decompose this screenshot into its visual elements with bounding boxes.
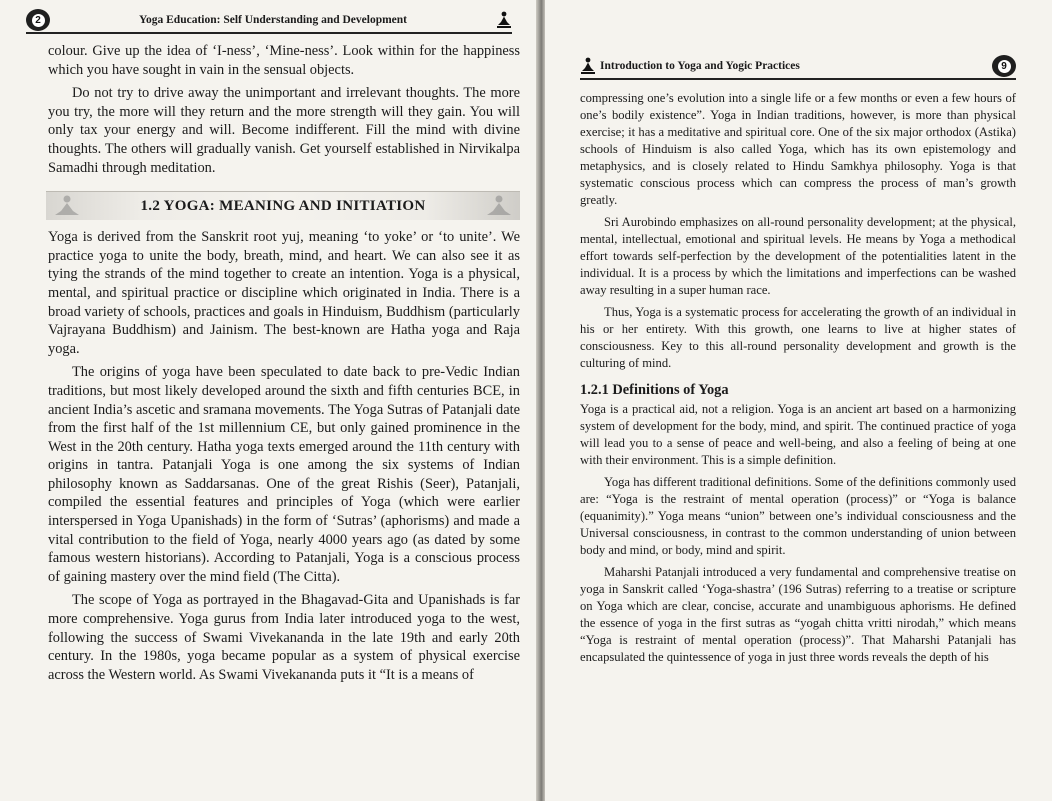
section-banner [46, 191, 520, 220]
left-running-head [26, 8, 512, 34]
left-section-paragraph-3: The scope of Yoga as portrayed in the Bhagavad-Gita and Upanishads is far more comprehensive. Yoga gurus from India later introduced yoga to the west, following the success of Swami Vivekananda in the late 19th and early 20th century. In the 1980s, yoga became popular as a system of physical exercise across the Western world. As Swami Vivekananda puts it “It is a means of [48, 592, 520, 683]
meditating-figure-icon [484, 194, 514, 218]
right-page [545, 0, 1052, 801]
right-running-title: Introduction to Yoga and Yogic Practices [600, 60, 800, 72]
left-intro-paragraph-1: colour. Give up the idea of ‘I-ness’, ‘Mine-ness’. Look within for the happiness which you have sought in vain in the sensual objects. [48, 43, 520, 78]
right-paragraph-4: Yoga is a practical aid, not a religion. Yoga is an ancient art based on a harmonizing system of development for the body, mind, and spirit. The continued practice of yoga will lead you to a sense of peace and well-being, and also a feeling of being at one with their environment. This is a simple definition. [580, 402, 1016, 467]
left-page-number-badge [26, 9, 50, 31]
meditating-figure-icon [52, 194, 82, 218]
left-section-paragraph-1: Yoga is derived from the Sanskrit root yuj, meaning ‘to yoke’ or ‘to unite’. We practice yoga to unite the body, breath, mind, and heart. We can also see it as tying the strands of the mind together to create an intention. Yoga is a physical, mental, and spiritual practice or discipline which originated in India. There is a broad variety of schools, practices and goals in Hinduism, Buddhism (particularly Vajrayana Buddhism) and Jainism. The best-known are Hatha yoga and Raja yoga. [48, 229, 520, 357]
right-page-number-badge [992, 55, 1016, 77]
right-paragraph-3: Thus, Yoga is a systematic process for accelerating the growth of an individual in his or her entirety. With this growth, one learns to live at higher states of consciousness. Key to this all-round personality development and growth is the culturing of mind. [580, 305, 1016, 370]
subsection-heading: 1.2.1 Definitions of Yoga [580, 382, 729, 398]
left-running-title: Yoga Education: Self Understanding and Development [138, 14, 408, 26]
left-section-paragraph-2: The origins of yoga have been speculated to date back to pre-Vedic Indian traditions, but most likely developed around the sixth and fifth centuries BCE, in ancient India’s ascetic and sramana movements. The Yoga Sutras of Patanjali date from the first half of the 1st millennium CE, but only gained prominence in the West in the 20th century. Hatha yoga texts emerged around the 11th century with origins in tantra. Patanjali Yoga is one among the six systems of Indian philosophy known as Saddarsanas. One of the great Rishis (Seer), Patanjali, compiled the essential features and principles of Yoga (which were earlier interspersed in Yoga Upanishads) in the form of ‘Sutras’ (aphorisms) and made a vital contribution to the field of Yoga, nearly 4000 years ago (as dated by some famous western historians). According to Patanjali, Yoga is a conscious process of gaining mastery over the mind field (The Citta). [48, 364, 520, 585]
right-paragraph-5: Yoga has different traditional definitions. Some of the definitions commonly used are: “Yoga is the restraint of mental operation (process)” or “Yoga is balance (equanimity).” Yoga means “union” between one’s individual consciousness and the Universal consciousness, in contrast to the common understanding of union between body and mind, or body, mind and spirit. [580, 475, 1016, 557]
right-running-head [580, 54, 1016, 80]
meditating-figure-icon [580, 57, 596, 75]
section-heading: 1.2 YOGA: MEANING AND INITIATION [140, 197, 426, 214]
left-intro-paragraph-2: Do not try to drive away the unimportant and irrelevant thoughts. The more you try, the more will they return and the more strength will they gain. You will only tax your energy and will. Become indifferent. Fill the mind with divine thoughts. The others will gradually vanish. Get yourself established in Nirvikalpa Samadhi through meditation. [48, 85, 520, 176]
right-paragraph-2: Sri Aurobindo emphasizes on all-round personality development; at the physical, mental, intellectual, emotional and spiritual levels. He means by Yoga a methodical effort towards self-perfection by the development of the potentialities latent in the individual. It is a process by which the limitations and imperfections can be washed away resulting in a super human race. [580, 215, 1016, 297]
meditating-figure-icon [496, 11, 512, 29]
right-page-number: 9 [998, 60, 1011, 73]
left-page-number: 2 [32, 14, 45, 27]
right-paragraph-1: compressing one’s evolution into a single life or a few months or even a few hours of one’s bodily existence”. Yoga in Indian traditions, however, is more than physical exercise; it has a meditative and spiritual core. One of the six major orthodox (Astika) schools of Hinduism is also called Yoga, which has its own epistemology and metaphysics, and is closely related to Hindu Samkhya philosophy. Yoga is that systematic conscious process which can compress the process of man’s growth greatly. [580, 91, 1016, 207]
right-paragraph-6: Maharshi Patanjali introduced a very fundamental and comprehensive treatise on yoga in Sanskrit called ‘Yoga-shastra’ (196 Sutras) referring to a treatise or scripture on Yoga which are clear, concise, accurate and unambiguous aphorisms. He defined the essence of yoga in the first sutras as “yogah chitta vritti nirodah,” which means “Yoga is restraint of mental operation (process)”. That Maharshi Patanjali has encapsulated the quintessence of yoga in just three words reveals the depth of his [580, 565, 1016, 664]
